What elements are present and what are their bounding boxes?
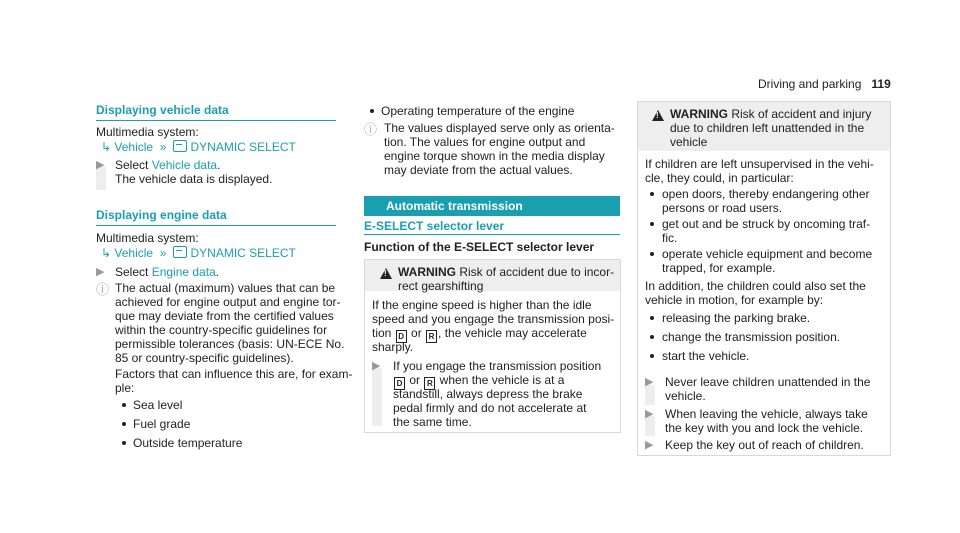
step-arrow-icon: ▶ [645, 408, 654, 420]
warning-body: If the engine speed is higher than the idle [372, 298, 592, 312]
step-select-engine-data: Select Engine data. [115, 265, 220, 279]
action-line: the same time. [393, 415, 472, 429]
bullet-icon [122, 403, 126, 407]
page-number: 119 [871, 77, 891, 91]
list-item: Sea level [133, 398, 183, 412]
heading-rule [96, 120, 336, 121]
heading-selector-lever: E-SELECT selector lever [364, 219, 505, 233]
warning-body: sharply. [372, 340, 414, 354]
action-line: pedal firmly and do not accelerate at [393, 401, 587, 415]
bullet-icon [650, 335, 654, 339]
bullet-icon [122, 422, 126, 426]
step-result: The vehicle data is displayed. [115, 172, 273, 186]
multimedia-label: Multimedia system: [96, 231, 199, 245]
info-line: 85 or country-specific guidelines). [115, 351, 294, 365]
warning-icon [652, 110, 664, 121]
warning-body: vehicle in motion, for example by: [645, 293, 824, 307]
bullet-icon [650, 354, 654, 358]
list-item: Outside temperature [133, 436, 243, 450]
list-item: open doors, thereby endangering other [662, 187, 870, 201]
nav-vehicle-link[interactable]: Vehicle [114, 140, 154, 154]
key-r-icon: R [424, 377, 435, 390]
bullet-icon [650, 252, 654, 256]
info-line: tion. The values for engine output and [384, 135, 586, 149]
factors-line: Factors that can influence this are, for exam- [115, 367, 353, 381]
nav-vehicle-link[interactable]: Vehicle [114, 246, 154, 260]
step-select-vehicle-data: Select Vehicle data. [115, 158, 221, 172]
heading-rule [96, 225, 336, 226]
section-banner [364, 196, 620, 216]
step-arrow-icon: ▶ [645, 439, 654, 451]
action-line: D or R when the vehicle is at a [393, 373, 564, 390]
multimedia-label: Multimedia system: [96, 125, 199, 139]
info-line: within the country-specific guidelines for [115, 323, 328, 337]
list-item: persons or road users. [662, 201, 783, 215]
action-line: Never leave children unattended in the [665, 375, 871, 389]
heading-vehicle-data: Displaying vehicle data [96, 103, 229, 117]
bullet-icon [370, 109, 374, 113]
warning-title: WARNING Risk of accident and injury [670, 107, 872, 121]
info-line: The actual (maximum) values that can be [115, 281, 336, 295]
list-item: Fuel grade [133, 417, 191, 431]
info-icon: ⓘ [96, 282, 110, 297]
bullet-icon [650, 192, 654, 196]
info-line: achieved for engine output and engine tor- [115, 295, 341, 309]
step-bar [645, 385, 655, 405]
nav-arrow-icon: ↳ [101, 140, 112, 154]
banner-title: Automatic transmission [386, 199, 523, 213]
warning-body: In addition, the children could also set the [645, 279, 866, 293]
double-chevron-icon: » [156, 140, 170, 154]
heading-rule [364, 234, 620, 235]
bullet-icon [122, 441, 126, 445]
key-d-icon: D [394, 377, 405, 390]
warning-body: tion D or R , the vehicle may accelerate [372, 326, 587, 341]
list-item: change the transmission position. [662, 330, 841, 344]
action-line: When leaving the vehicle, always take [665, 407, 868, 421]
step-arrow-icon: ▶ [96, 266, 105, 278]
list-item: fic. [662, 231, 678, 245]
step-arrow-icon: ▶ [96, 159, 105, 171]
warning-title-line: vehicle [670, 135, 708, 149]
bullet-icon [650, 316, 654, 320]
info-line: The values displayed serve only as orienta- [384, 121, 615, 135]
heading-engine-data: Displaying engine data [96, 208, 227, 222]
list-item: releasing the parking brake. [662, 311, 811, 325]
list-item: get out and be struck by oncoming traf- [662, 217, 871, 231]
nav-arrow-icon: ↳ [101, 246, 112, 260]
warning-icon [380, 268, 392, 279]
info-line: permissible tolerances (basis: UN-ECE No. [115, 337, 345, 351]
list-item: start the vehicle. [662, 349, 750, 363]
vehicle-data-link[interactable]: Vehicle data [151, 158, 218, 172]
step-bar [372, 368, 382, 426]
nav-path [101, 246, 296, 260]
double-chevron-icon: » [156, 246, 170, 260]
warning-body: cle, they could, in particular: [645, 171, 794, 185]
engine-data-link[interactable]: Engine data [151, 265, 216, 279]
nav-path [101, 140, 296, 154]
key-r-icon: R [426, 330, 437, 343]
list-item: trapped, for example. [662, 261, 776, 275]
section-title: Driving and parking 119 [758, 77, 891, 91]
car-icon [173, 246, 187, 258]
list-item: operate vehicle equipment and become [662, 247, 873, 261]
key-d-icon: D [396, 330, 407, 343]
warning-body: If children are left unsupervised in the vehi- [645, 157, 874, 171]
info-icon: ⓘ [364, 122, 378, 137]
info-line: que may deviate from the certified values [115, 309, 334, 323]
warning-body: speed and you engage the transmission posi- [372, 312, 615, 326]
nav-dynamic-select-link[interactable]: DYNAMIC SELECT [190, 246, 296, 260]
warning-title-line: due to children left unattended in the [670, 121, 865, 135]
warning-title-line: rect gearshifting [398, 279, 484, 293]
factors-line: ple: [115, 381, 135, 395]
list-item: Operating temperature of the engine [381, 104, 575, 118]
subheading-function: Function of the E-SELECT selector lever [364, 240, 595, 254]
warning-title: WARNING Risk of accident due to incor- [398, 265, 615, 279]
info-line: may deviate from the actual values. [384, 163, 573, 177]
car-icon [173, 140, 187, 152]
step-arrow-icon: ▶ [372, 360, 381, 372]
action-line: If you engage the transmission position [393, 359, 602, 373]
bullet-icon [650, 222, 654, 226]
info-line: engine torque shown in the media display [384, 149, 605, 163]
step-arrow-icon: ▶ [645, 376, 654, 388]
action-line: Keep the key out of reach of children. [665, 438, 864, 452]
action-line: standstill, always depress the brake [393, 387, 583, 401]
action-line: the key with you and lock the vehicle. [665, 421, 864, 435]
action-line: vehicle. [665, 389, 706, 403]
nav-dynamic-select-link[interactable]: DYNAMIC SELECT [190, 140, 296, 154]
